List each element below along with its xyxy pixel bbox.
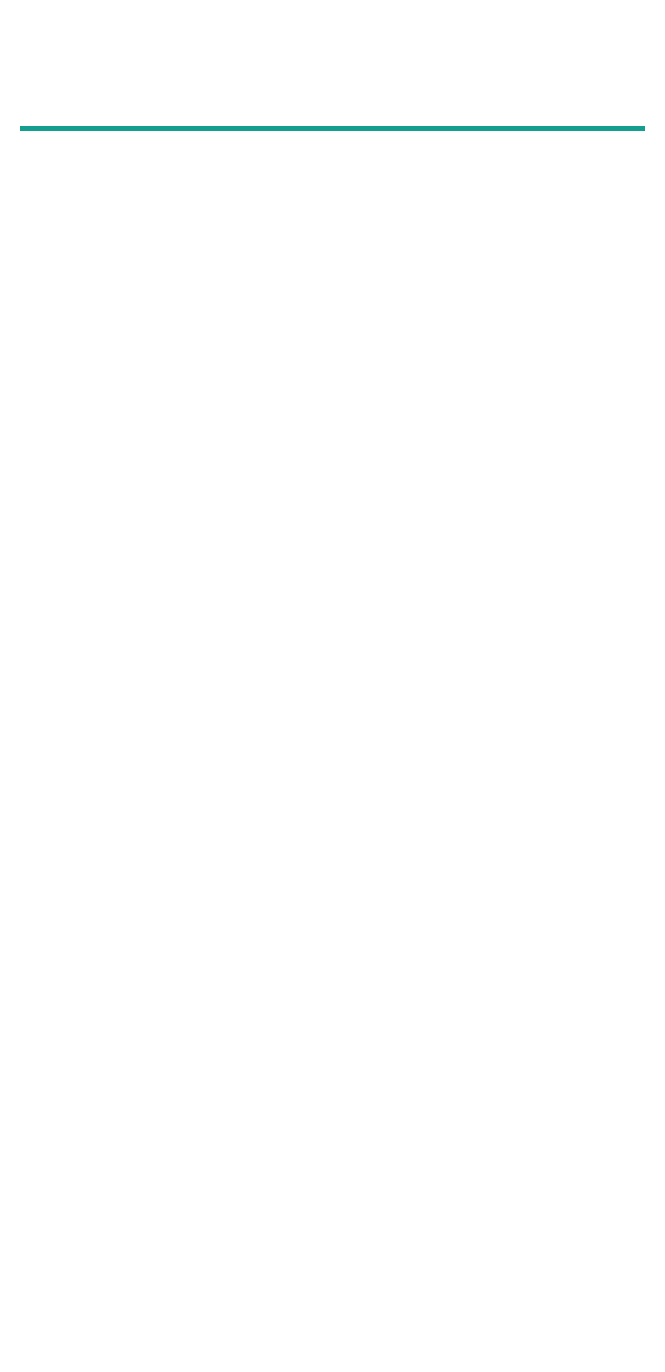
header-divider-bar bbox=[20, 126, 645, 131]
subtitle-row bbox=[0, 46, 665, 68]
